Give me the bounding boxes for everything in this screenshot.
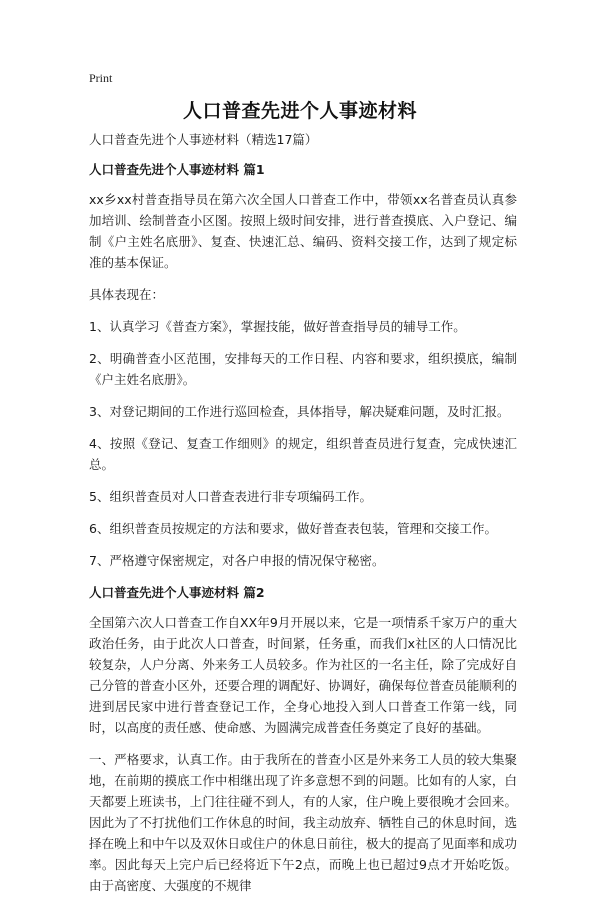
- list-item: 7、严格遵守保密规定，对各户申报的情况保守秘密。: [89, 553, 385, 568]
- paragraph: xx乡xx村普查指导员在第六次全国人口普查工作中，带领xx名普查员认真参加培训、绘制普查小区图。按照上级时间安排，进行普查摸底、入户登记、编制《户主姓名底册》、复查、快速汇总、编码、资料交接工作，达到了规定标准的基本保证。: [89, 192, 517, 270]
- list-item: 1、认真学习《普查方案》，掌握技能，做好普查指导员的辅导工作。: [89, 319, 466, 334]
- list-item: 5、组织普查员对人口普查表进行非专项编码工作。: [89, 489, 372, 504]
- document-title: 人口普查先进个人事迹材料: [182, 100, 417, 122]
- list-item: 4、按照《登记、复查工作细则》的规定，组织普查员进行复查，完成快速汇总。: [89, 436, 517, 472]
- list-item: 6、组织普查员按规定的方法和要求，做好普查表包装，管理和交接工作。: [89, 521, 497, 536]
- list-item: 2、明确普查小区范围，安排每天的工作日程、内容和要求，组织摸底，编制《户主姓名底册》。: [89, 351, 517, 387]
- document-subtitle: 人口普查先进个人事迹材料（精选17篇）: [89, 132, 318, 147]
- paragraph: 一、严格要求，认真工作。由于我所在的普查小区是外来务工人员的较大集聚地，在前期的摸底工作中相继出现了许多意想不到的问题。比如有的人家，白天都要上班读书，上门往往碰不到人，有的人家，住户晚上要很晚才会回来。因此为了不打扰他们工作休息的时间，我主动放弃、牺牲自己的休息时间，选择在晚上和中午以及双休日或住户的休息日前往，极大的提高了见面率和成功率。因此每天上完户后已经将近下午2点，而晚上也已超过9点才开始吃饭。由于高密度、大强度的不规律: [89, 752, 517, 893]
- list-item: 3、对登记期间的工作进行巡回检查，具体指导，解决疑难问题，及时汇报。: [89, 404, 510, 419]
- section-heading: 人口普查先进个人事迹材料 篇1: [89, 162, 265, 177]
- document-body: [89, 129, 517, 907]
- paragraph: 全国第六次人口普查工作自XX年9月开展以来，它是一项情系千家万户的重大政治任务，由于此次人口普查，时间紧，任务重，而我们x社区的人口情况比较复杂，人户分离、外来务工人员较多。作为社区的一名主任，除了完成好自己分管的普查小区外，还要合理的调配好、协调好，确保每位普查员能顺利的进到居民家中进行普查登记工作，全身心地投入到人口普查工作第一线，同时，以高度的责任感、使命感、为圆满完成普查任务奠定了良好的基础。: [89, 615, 517, 735]
- print-label: Print: [89, 71, 113, 85]
- paragraph: 具体表现在：: [89, 287, 165, 302]
- section-heading: 人口普查先进个人事迹材料 篇2: [89, 585, 265, 600]
